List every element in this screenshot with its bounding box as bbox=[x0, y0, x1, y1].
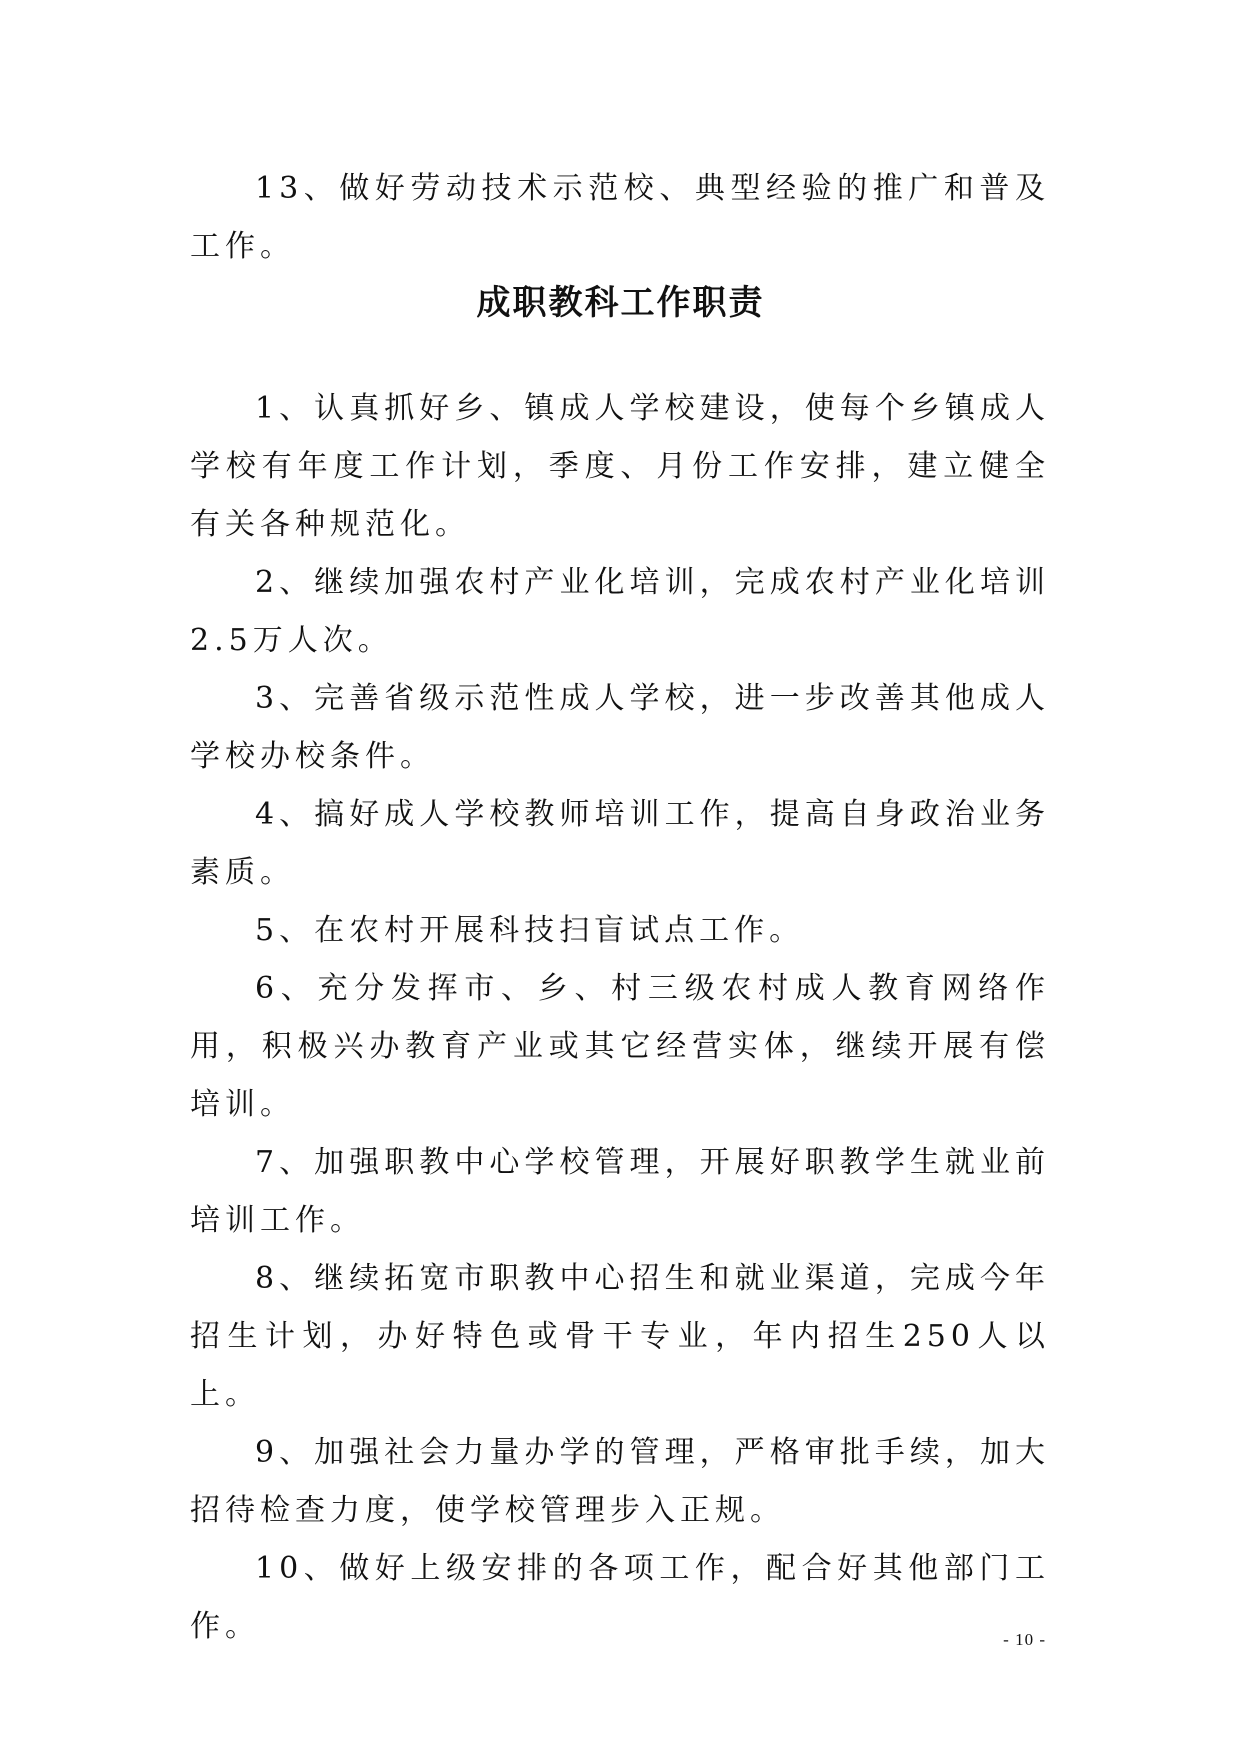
list-item: 2、继续加强农村产业化培训，完成农村产业化培训2.5万人次。 bbox=[190, 565, 1050, 658]
list-item: 7、加强职教中心学校管理，开展好职教学生就业前培训工作。 bbox=[190, 1145, 1050, 1238]
previous-section-tail bbox=[190, 160, 1050, 276]
list-item: 9、加强社会力量办学的管理，严格审批手续，加大招待检查力度，使学校管理步入正规。 bbox=[190, 1435, 1050, 1528]
section-title: 成职教科工作职责 bbox=[476, 283, 765, 323]
list-item: 1、认真抓好乡、镇成人学校建设，使每个乡镇成人学校有年度工作计划，季度、月份工作安排，建立健全有关各种规范化。 bbox=[190, 391, 1050, 542]
list-item: 5、在农村开展科技扫盲试点工作。 bbox=[255, 913, 805, 948]
list-item: 3、完善省级示范性成人学校，进一步改善其他成人学校办校条件。 bbox=[190, 681, 1050, 774]
list-item: 6、充分发挥市、乡、村三级农村成人教育网络作用，积极兴办教育产业或其它经营实体，继续开展有偿培训。 bbox=[190, 971, 1050, 1122]
list-item: 8、继续拓宽市职教中心招生和就业渠道，完成今年招生计划，办好特色或骨干专业，年内招生250人以上。 bbox=[190, 1261, 1050, 1412]
page-number: - 10 - bbox=[1003, 1630, 1046, 1649]
list-item: 10、做好上级安排的各项工作，配合好其他部门工作。 bbox=[190, 1551, 1050, 1644]
list-item: 4、搞好成人学校教师培训工作，提高自身政治业务素质。 bbox=[190, 797, 1050, 890]
duties-list bbox=[190, 380, 1050, 1656]
list-item-13: 13、做好劳动技术示范校、典型经验的推广和普及工作。 bbox=[190, 171, 1050, 264]
